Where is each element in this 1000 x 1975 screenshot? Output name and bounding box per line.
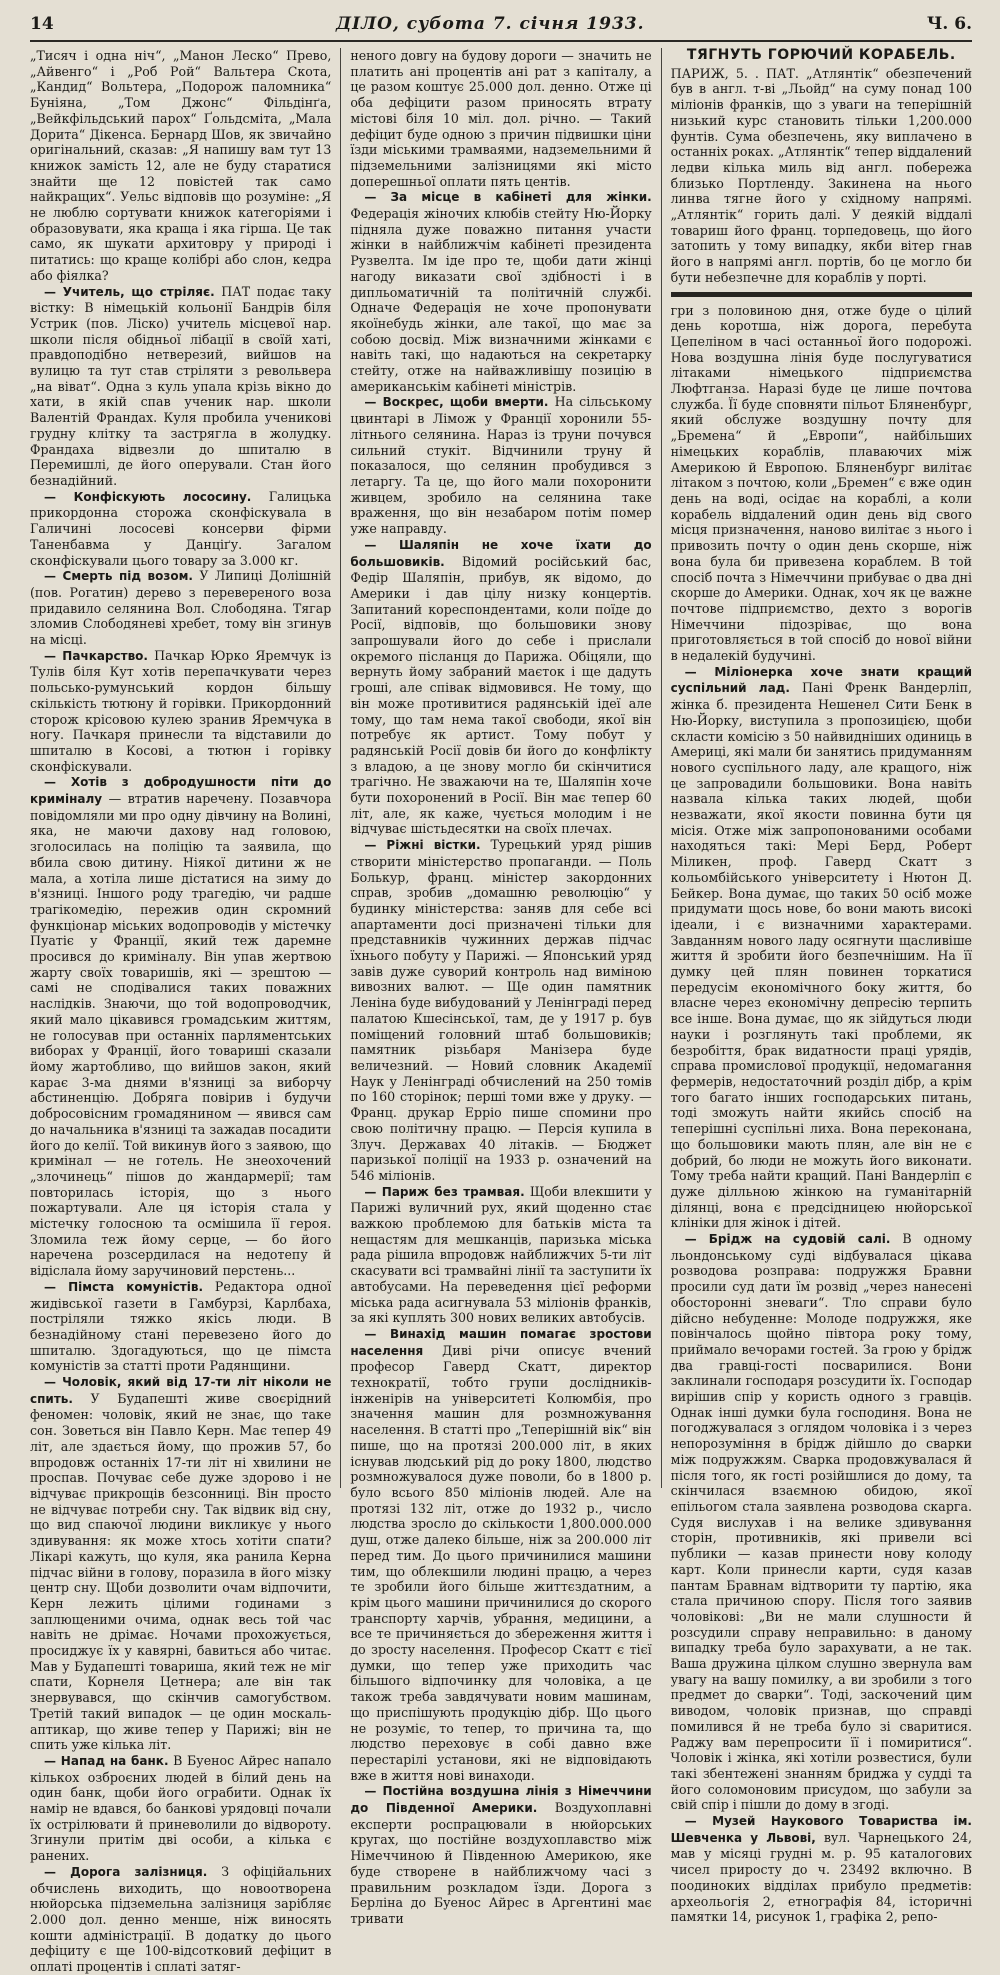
- news-item-heading: — Конфіскують лососину.: [44, 489, 252, 504]
- news-item-text: На сільському цвинтарі в Лімож у Франції хоронили 55-літнього селянина. Нараз із труни почувся сильний стукіт. Відчинили труну й показалося, що селянин пробудився з летаргу. Та це, що його мали похоронити живцем, зробило на селянина таке враження, що він незабаром потім помер уже направду.: [350, 394, 652, 537]
- news-item-text: — втратив наречену. Позавчора повідомляли ми про одну дівчину на Волині, яка, не маючи дахову над головою, зголосилась на поліцію та заявила, що вбила свою дитину. Ніякої дитини ж не мала, а хотіла лише дістатися на зиму до в'язниці. Іншого роду трагедію, чи радше трагікомедію, пережив один скромний функціонар міських водопроводів у містечку Пуатіє у Франції, який теж даремне просився до криміналу. Він упав жертвою жарту своїх товаришів, які — зрештою — самі не сподівалися таких поважних наслідків. Знаючи, що той водопроводчик, який мало цікавився громадським життям, не голосував при останніх парляментських виборах у Франції, його товариші сказали йому жартобливо, що вийшов закон, який карає 3-ма днями в'язниці за виборчу абстиненцію. Добряга повірив і будучи добросовісним громадянином — явився сам до начальника в'язниці та зажадав посадити його до келії. Той викинув його з заявою, що кримінал — не готель. Не знеохочений „злочинець“ пішов до жандармерії; там повторилась історія, що з нього пожартували. Але ця історія стала у містечку голосною та осмішила її героя. Зломила теж йому серце, — бо його наречена розсердилася на недотепу й відіслала йому заручиновий перстень...: [30, 791, 332, 1279]
- news-item-text: Галицька прикордонна сторожа сконфіскувала в Галичині лососеві консерви фірми Таненбавма у Данціґу. Загалом сконфіскували цього товару за 3.000 кг.: [30, 488, 332, 568]
- news-item-heading: — Музей Наукового Товариства ім. Шевченка у Львові,: [670, 1814, 972, 1845]
- news-item-text: неного довгу на будову дороги — значить не платить ані процентів ані рат з капіталу, а це разом коштує 25.000 дол. денно. Отже ці оба дефіцити разом приносять втрату містові біля 10 міл. дол. річно. — Такий дефіцит буде одною з причин підвишки ціни їзди міськими трамваями, надземельними й підземельними залізницями які місто доперешньої оплати пять центів.: [350, 48, 652, 189]
- news-item-text: ПАТ подає таку вістку: В німецькій кольонії Бандрів біля Устрик (пов. Ліско) учитель місцевої нар. школи після обідньої лібації в своїй хаті, правдоподібно нетверезий, вийшов на вулицю та тут став стріляти з револьвера „на віват“. Одна з куль упала крізь вікно до хати, в якій спав ученик нар. школи Валентій Франдах. Куля пробила ученикові грудну клітку та застрягла в жолудку. Франдаха відвезли до шпиталю в Перемишлі, де його оперували. Стан його безнадійний.: [30, 283, 332, 488]
- news-item: [30, 489, 331, 569]
- news-item-text: Відомий російський бас, Федір Шаляпін, прибув, як відомо, до Америки і дав цілу низку концертів. Запитаний кореспондентами, коли поїде до Росії, відповів, що большовики знову запрошували його до себе і прислали окремого післанця до Парижа. Обіцяли, що вернуть йому забраний маєток і ще дадуть гроші, але співак відмовився. Не тому, що він може противитися радянській ідеї але тому, що там нема такої свободи, якої він потребує як артист. Тому побут у радянській Росії довів би його до конфлікту з владою, а це знову могло би скінчитися трагічно. Не зважаючи на те, Шаляпін хоче бути похоронений в Росії. Він має тепер 60 літ, але, як каже, чується молодим і не відчуває шістьдесятки на своїх плечах.: [350, 553, 652, 837]
- news-item-heading: — Париж без трамвая.: [364, 1184, 525, 1199]
- news-item-text: Диві річи описує вчений професор Гаверд Скатт, директор технократії, тобто групи дослідників-інженірів на університеті Колюмбія, про значення машин для розмножування населення. В статті про „Теперішній вік“ він пише, що на протязі 200.000 літ, в яких існував людський рід до року 1800, людство розмножувалося дуже поволи, бо в 1800 р. було всього 850 міліонів людей. Але на протязі 132 літ, отже до 1932 р., число людства зросло до скількости 1,800.000.000 душ, отже далеко більше, ніж за 200.000 літ перед тим. До цього причинилися машини тим, що облекшили людині працю, а через те зробили його більше життєздатним, а крім цього машини причинилися до скорого транспорту харчів, убрання, медицини, а все те причиняється до збереження життя і до зросту населення. Професор Скатт є тієї думки, що тепер уже приходить час більшого відпочинку для чоловіка, а це також треба завдячувати новим машинам, що приспішують продукцію дібр. Що цього не розуміє, то тепер, то причина та, що людство переховує в собі давно вже перестарілі установи, які не відповідають вже в життя нові винаходи.: [350, 1342, 652, 1783]
- news-item-heading: — За місце в кабінеті для жінки.: [364, 190, 652, 205]
- news-item-heading: — Дорога залізниця.: [44, 1864, 208, 1879]
- news-item: [350, 1783, 651, 1926]
- news-item: [350, 537, 651, 837]
- article-headline: ТЯГНУТЬ ГОРЮЧИЙ КОРАБЕЛЬ.: [686, 47, 956, 63]
- news-item-heading: — Напад на банк.: [44, 1753, 169, 1768]
- masthead-dateline: ДІЛО, субота 7. січня 1933.: [336, 14, 645, 34]
- news-item-heading: — Брідж на судовій салі.: [684, 1232, 891, 1247]
- news-item-text: Пачкар Юрко Яремчук із Тулів біля Кут хотів перепачкувати через польсько-румунський кордон більшу скількість тютюну й горівки. Прикордонний сторож крісовою кулею зранив Яремчука в ногу. Пачкаря принесли та відставили до шпиталю в Косові, а тютюн і горівку сконфіскували.: [30, 647, 332, 774]
- news-item: [30, 1279, 331, 1374]
- news-item-heading: — Пачкарство.: [44, 648, 148, 663]
- news-item-text: У Будапешті живе своєрідний феномен: чоловік, який не знає, що таке сон. Зоветься він Павло Керн. Має тепер 49 літ, але здається йому, що прожив 57, бо впродовж останніх 17-ти літ ні хвилини не проспав. Почуває себе дуже здорово і не відчуває прикрощів безсонниці. Він просто не відчуває потреби сну. Так відвик від сну, що вид спаючої людини викликує у нього здивування: як може хтось хотіти спати? Лікарі кажуть, що куля, яка ранила Керна підчас війни в голову, поразила в його мізку центр сну. Щоби дозволити очам відпочити, Керн лежить цілими годинами з заплющеними очима, однак весь той час навіть не дрімає. Ночами прохожується, просиджує їх у кавярні, бавиться або читає. Мав у Будапешті товариша, який теж не міг спати, Корнеля Цетнера; але він так знервувався, що скінчив самогубством. Третій такий випадок — це один москаль-аптикар, що живе тепер у Парижі; він не спить уже кілька літ.: [30, 1390, 332, 1753]
- news-item-heading: — Смерть під возом.: [44, 569, 193, 584]
- news-item-text: Турецький уряд рішив створити міністерство пропаганди. — Поль Болькур, франц. міністер закордонних справ, зробив „домашню революцію“ у будинку міністерства: заняв для себе всі апартаменти досі призначені тільки для представників чужинних держав підчас їхнього побуту у Парижі. — Японський уряд завів дуже суворий контроль над виміною вивозних валют. — Ще один памятник Леніна буде вибудований у Ленінграді перед палатою Кшесінської, там, де у 1917 р. був поміщений головний штаб большовиків; памятник різьбаря Манізера буде величезний. — Новий словник Академії Наук у Ленінграді обчислений на 250 томів по 160 сторінок; перші томи вже у друку. — Франц. друкар Ерріо пише спомини про свою політичну працю. — Персія купила в Злуч. Державах 40 літаків. — Бюджет паризької поліції на 1933 р. означений на 546 міліонів.: [350, 837, 652, 1183]
- page-number: 14: [30, 14, 54, 34]
- columns: [30, 47, 973, 1975]
- news-item: [30, 1864, 331, 1975]
- news-item-text: „Тисяч і одна ніч“, „Манон Леско“ Прево, „Айвенго“ і „Роб Рой“ Вальтера Скота, „Кандид“ Вольтера, „Подорож паломника“ Буніяна, „Том Джонс“ Фільдінґа, „Вейкфільдський парох“ Ґольдсміта, „Мала Дорита“ Дікенса. Бернард Шов, як звичайно оригінальний, сказав: „Я напишу вам тут 13 книжок замість 12, але не буду старатися знайти ще 12 повістей так само найкращих“. Уельс відповів що розуміне: „Я не люблю сортувати книжок категоріями і образовувати, яка краща і яка гірша. Це так само, як шукати архитовру у природі і питатись: що краще колібрі або слон, кедра або фіялка?: [30, 48, 332, 283]
- news-item: [350, 189, 651, 394]
- news-item-text: Федерація жіночих клюбів стейту Ню-Йорку підняла дуже поважно питання участи жінки в найближчім кабінеті президента Рузвелта. Ім іде про те, щоби дати жінці нагоду виказати свої здібності і в дипльоматичній та політичній службі. Одначе Федерація не хоче пропонувати якоїнебудь жінки, але такої, що має за собою досвід. Між визначними жінками є навіть такі, що надаються на секретарку стейту, отже на найважливішу позицію в американськім кабінеті міністрів.: [350, 206, 652, 394]
- news-item: [30, 774, 331, 1279]
- news-item: [350, 394, 651, 536]
- news-item: [350, 48, 651, 189]
- news-item: [350, 837, 651, 1183]
- news-item: [30, 284, 331, 489]
- page-header: [30, 14, 972, 42]
- news-item-text: Щоби влекшити у Парижі вуличний рух, який щоденно стає важкою проблемою для батьків міста та нещастям для мешканців, паризька міська рада рішила впродовж найближчих 5-ти літ скасувати всі трамвайні лінії та заступити їх автобусами. На переведення цієї реформи міська рада асигнувала 53 міліонів франків, за які куплять 300 нових великих автобусів.: [350, 1183, 652, 1326]
- column-3-body: [671, 303, 972, 1925]
- news-item: [30, 1374, 331, 1753]
- news-item-text: В одному льондонському суді відбувалася цікава розводова розправа: подружжя Бравни просили суд дати їм розвід „через нанесені обосторонні зневаги“. Тло справи було дійсно небуденне: Молоде подружжя, яке повінчалось щойно півтора року тому, приймало вечорами гостей. За грою у брідж два гравці-гості посварилися. Вони заклинали господаря розсудити їх. Господар вирішив спір у користь одного з гравців. Однак інші думки була господиня. Вона не погоджувалася з оглядом чоловіка і з через непорозуміння в брідж дійшло до сварки між подружжям. Сварка продовжувалася й після того, як гості розійшлися до дому, та скінчилася взаємною обидою, якої епільогом стала заявлена розводова скарга. Судя вислухав і на велике здивування сторін, противників, які привели всі публики — казав принести нову колоду карт. Коли принесли карти, судя казав пантам Бравнам відтворити ту партію, яка стала причиною спору. Після того заявив чоловікові: „Ви не мали слушности й розсудили справу неправильно: в даному випадку треба було зарахувати, а не так. Ваша дружина цілком слушно звернула вам увагу на вашу помилку, а ви зробили з того предмет до сварки“. Тоді, заскочений цим виводом, чоловік признав, що справді помилився й не треба було зі сваритися. Раджу вам перепросити її і помиритися“. Чоловік і жінка, які хотіли розвестися, були такі збентежені знанням бриджа у судді та його соломоновим присудом, що забули за свій спір і пішли до дому в згоді.: [670, 1231, 973, 1813]
- news-item: [30, 48, 331, 284]
- news-item: [30, 648, 331, 775]
- column-rule: [661, 48, 662, 1488]
- column-1: [30, 48, 332, 1975]
- news-item-heading: — Шаляпін не хоче їхати до большовиків.: [350, 537, 652, 569]
- section-divider: [671, 292, 972, 297]
- news-item-heading: — Учитель, що стріляє.: [44, 284, 215, 299]
- column-2: [350, 48, 652, 1926]
- news-item: [671, 1231, 972, 1813]
- article-lead: ПАРИЖ, 5. . ПАТ. „Атлянтік“ обезпечений був в англ. т-ві „Льойд“ на суму понад 100 міліонів франків, що з уваги на теперішній низький курс становить тільки 1,200.000 фунтів. Сума обезпечень, яку виплачено в останніх роках. „Атлянтік“ тепер віддалений ледви кілька миль від англ. побережа близько Портленду. Закинена на нього линва тягне його у східному напрямі. „Атлянтік“ горить далі. У деякій віддалі товариш його франц. торпедовець, що його затопить у тому випадку, якби вітер гнав його в напрямі англ. портів, бо це могло би бути небезпечне для кораблів у порті.: [670, 65, 972, 285]
- news-item-text: З офіційальних обчислень виходить, що новоотворена нюйорська підземельна залізниця зарібляє 2.000 дол. денно менше, ніж виносять кошти адміністрації. В додатку до цього дефіциту є ще 100-відсотковий дефіцит в оплаті процентів і сплаті затяг-: [30, 1863, 332, 1975]
- news-item-text: вул. Чарнецького 24, мав у місяці грудні м. р. 95 каталогових чисел приросту до ч. 23492 включно. В поодиноких відділах прибуло предметів: археольогія 2, етнографія 84, історичні памятки 14, рисунок 1, графіка 2, репо-: [670, 1829, 972, 1925]
- news-item-heading: — Постійна воздушна лінія з Німеччини до Південної Америки.: [350, 1784, 652, 1816]
- issue-number: Ч. 6.: [926, 14, 972, 34]
- column-rule: [340, 48, 341, 1488]
- news-item-text: Редактора одної жидівської газети в Гамбурзі, Карлбаха, постріляли тяжко якісь люди. В безнадійному стані перевезено його до шпиталю. Здогадуються, що це пімста комуністів за статті проти Радянщини.: [30, 1278, 332, 1374]
- news-item: [30, 568, 331, 648]
- news-item-text: У Липиці Долішній (пов. Рогатин) дерево з перевереного воза придавило селянина Вол. Слободяна. Тягар зломив Слободяневі хребет, тому він згинув на місці.: [30, 568, 332, 648]
- news-item-text: В Буенос Айрес напало кількох озброєних людей в білий день на один банк, щоби його ограбити. Однак їх намір не вдався, бо банкові урядовці почали їх острілювати й приневолили до відвороту. Згинули притім дві особи, а кілька є ранених.: [30, 1752, 332, 1864]
- news-item-text: Воздухоплавні експерти роспрацювали в нюйорських кругах, що постійне воздухоплавство між Німеччиною й Південною Америкою, яке буде створене в найближчому часі з правильним розкладом їзди. Дорога з Берліна до Буенос Айрес в Аргентині має тривати: [350, 1800, 652, 1926]
- news-item-heading: — Чоловік, який від 17-ти літ ніколи не спить.: [30, 1375, 332, 1406]
- column-3: [670, 47, 973, 1925]
- news-item-heading: — Винахід машин помагає зростови населення: [350, 1326, 652, 1358]
- news-item-heading: — Міліонерка хоче знати кращий суспільний лад.: [670, 664, 972, 696]
- news-item-heading: — Пімста комуністів.: [44, 1279, 204, 1294]
- news-item: [671, 1813, 972, 1925]
- news-item-text: Пані Френк Вандерліп, жінка б. президента Нешенел Сити Бенк в Ню-Йорку, виступила з пропозицією, щоби скласти комісію з 50 найвидніших одиниць в Америці, які мали би занятись придуманням нового суспільного ладу, але кращого, ніж це запровадили большовики. Вона навіть назвала кілька таких людей, щоби незважати, якої якости повинна бути ця місія. Отже між запропонованими особами находяться такі: Мері Берд, Роберт Міликен, проф. Гаверд Скатт з кольомбійського університету і Нютон Д. Бейкер. Вона думає, що таких 50 осіб може придумати щось нове, бо вони мають високі ідеали, і є визначними характерами. Завданням нового ладу осягнути щасливіше життя й зробити його безпечнішим. На її думку цей плян повинен торкатися передусім економічного боку життя, бо власне через економічну депресію терпить все інше. Вона думає, що як зійдуться люди науки і розглянуть такі проблеми, як безробіття, брак видатности праці урядів, справа промислової продукції, недомагання фермерів, недостаточний розділ дібр, а крім того багато інших господарських питань, тоді зможуть найти якийсь спосіб на теперішні суспільні лиха. Вона переконана, що большовики мають плян, але він не є добрий, бо люди не можуть його виконати. Тому треба найти кращий. Пані Вандерліп є дуже ділльною жінкою на гуманітарній ділянці, вона є предсідницею нюйорської клініки для жінок і дітей.: [670, 680, 972, 1231]
- news-item: [671, 664, 972, 1231]
- news-item: [350, 1326, 651, 1783]
- news-item-text: гри з половиною дня, отже буде о цілий день коротша, ніж дорога, перебута Цепеліном в часі останньої його подорожі. Нова воздушна лінія буде послугуватися літаками німецького підприємства Люфтганза. Наразі буде це лише почтова служба. Її буде сповняти пільот Бляненбург, який обслуже воздушну почту для „Бремена“ й „Европи“, найбільших німецьких кораблів, плаваючих між Америкою й Европою. Бляненбург вилітає літаком з почтою, коли „Бремен“ є вже один день на воді, осідає на кораблі, а коли корабель віддалений один день від свого місця призначення, наново вилітає з нього і привозить почту о один день скорше, ніж вона була би привезена кораблем. В той спосіб почта з Німеччини прибуває о два дні скорше до Америки. Однак, хоч як це важне почтове підприємство, дехто з ворогів Німеччини підозріває, що вона приготовляється в той спосіб до нової війни в недалекій будучині.: [670, 302, 972, 664]
- news-item-heading: — Хотів з добродушности піти до криміналу: [30, 775, 332, 807]
- news-item: [30, 1753, 331, 1864]
- news-item-heading: — Воскрес, щоби вмерти.: [364, 395, 549, 410]
- news-item: [671, 303, 972, 664]
- news-item-heading: — Ріжні вістки.: [364, 838, 481, 853]
- news-item: [350, 1184, 651, 1326]
